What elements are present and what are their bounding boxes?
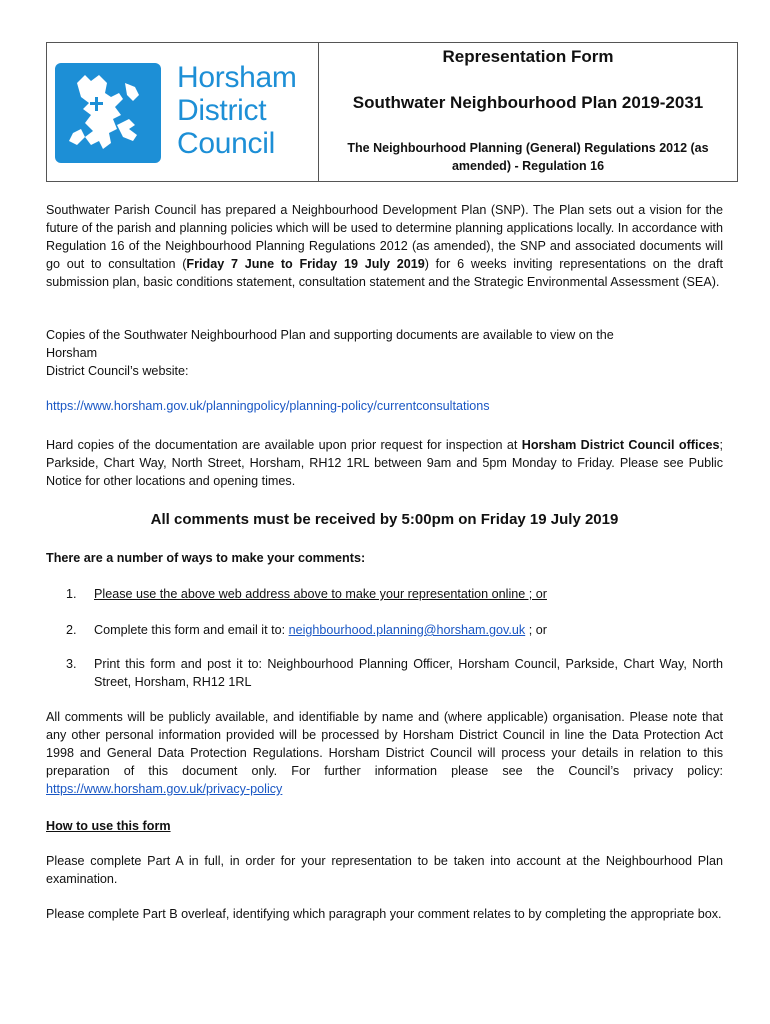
hard-copies-location: Horsham District Council offices <box>521 438 720 452</box>
how-to-heading: How to use this form <box>46 819 171 833</box>
regulations-subtitle: The Neighbourhood Planning (General) Regulations 2012 (as amended) - Regulation 16 <box>347 141 709 173</box>
list-text: Please use the above web address above to make your representation online ; or <box>94 587 547 601</box>
privacy-paragraph <box>46 708 723 798</box>
logo-line-1: Horsham <box>177 61 297 94</box>
logo-line-3: Council <box>177 127 275 160</box>
part-b-paragraph: Please complete Part B overleaf, identifying which paragraph your comment relates to by completing the appropriate box. <box>46 907 722 921</box>
copies-line-2: Horsham <box>46 346 98 360</box>
logo-line-2: District <box>177 94 267 127</box>
ways-heading: There are a number of ways to make your comments: <box>46 551 366 565</box>
list-item <box>66 621 723 639</box>
list-text <box>94 621 723 639</box>
hard-copies-text-end: ; Parkside, Chart Way, North Street, Horsham, RH12 1RL between 9am and 5pm Monday to Friday. Please see Public Notice for other locations and opening times. <box>46 438 723 488</box>
council-logo-text <box>177 61 297 160</box>
list-number: 1. <box>66 587 77 601</box>
list-text: Print this form and post it to: Neighbourhood Planning Officer, Horsham Council, Parkside, Chart Way, North Street, Horsham, RH12 1RL <box>94 657 723 689</box>
email-link[interactable]: neighbourhood.planning@horsham.gov.uk <box>288 623 526 637</box>
hard-copies-paragraph <box>46 436 723 490</box>
intro-text-end: ) for 6 weeks inviting representations on the draft submission plan, basic conditions statement, consultation statement and the Strategic Environmental Assessment (SEA). <box>46 257 723 289</box>
intro-paragraph <box>46 201 723 291</box>
intro-text: Southwater Parish Council has prepared a Neighbourhood Development Plan (SNP). The Plan sets out a vision for the future of the parish and planning policies which will be used to determine planning applications locally. In accordance with Regulation 16 of the Neighbourhood Planning Regulations 2012 (as amended), the SNP and associated documents will go out to consultation ( <box>46 203 723 271</box>
title-cell <box>319 43 737 181</box>
list-item <box>66 655 723 691</box>
copies-line-3: District Council’s website: <box>46 364 189 378</box>
header-box <box>46 42 738 182</box>
copies-paragraph <box>46 326 723 380</box>
council-logo <box>47 43 319 181</box>
list-text-after: ; or <box>525 623 547 637</box>
list-item <box>66 585 723 603</box>
consultation-link[interactable]: https://www.horsham.gov.uk/planningpolicy/planning-policy/currentconsultations <box>46 399 490 413</box>
copies-line-1: Copies of the Southwater Neighbourhood Plan and supporting documents are available to view on the <box>46 328 614 342</box>
list-number: 2. <box>66 623 77 637</box>
privacy-text: All comments will be publicly available, and identifiable by name and (where applicable) organisation. Please note that any other personal information provided will be processed by Horsham District Council in line the Data Protection Act 1998 and General Data Protection Regulations. Horsham District Council will process your details in relation to this preparation of this document only. For further information please see the Council’s privacy policy: <box>46 710 723 778</box>
list-number: 3. <box>66 657 77 671</box>
plan-title: Southwater Neighbourhood Plan 2019-2031 <box>352 93 704 112</box>
privacy-policy-link[interactable]: https://www.horsham.gov.uk/privacy-policy <box>46 782 283 796</box>
consultation-dates: Friday 7 June to Friday 19 July 2019 <box>186 257 425 271</box>
part-a-paragraph: Please complete Part A in full, in order for your representation to be taken into account at the Neighbourhood Plan examination. <box>46 854 723 886</box>
lion-crest-icon <box>55 63 161 163</box>
hard-copies-text: Hard copies of the documentation are available upon prior request for inspection at <box>46 438 522 452</box>
deadline-callout: All comments must be received by 5:00pm on Friday 19 July 2019 <box>150 511 619 528</box>
list-text-before: Complete this form and email it to: <box>94 623 289 637</box>
form-title: Representation Form <box>442 47 614 66</box>
